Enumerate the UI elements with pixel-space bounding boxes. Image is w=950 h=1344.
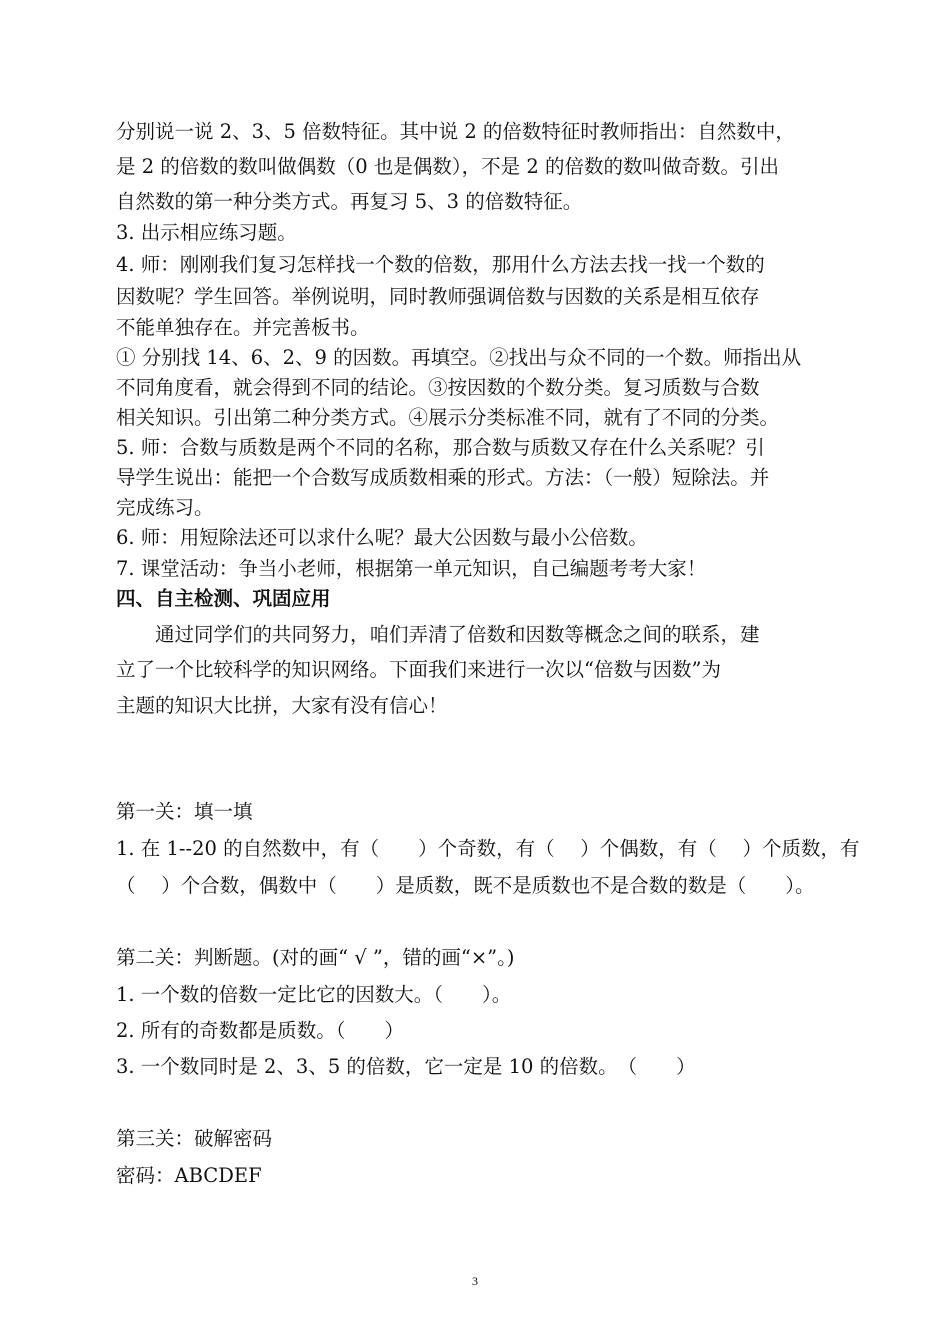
body-line: 5. 师：合数与质数是两个不同的名称，那合数与质数又存在什么关系呢？引 [116, 436, 765, 459]
body-line: 6. 师：用短除法还可以求什么呢？最大公因数与最小公倍数。 [116, 526, 648, 549]
level1-title: 第一关：填一填 [116, 800, 253, 823]
body-line: 不能单独存在。并完善板书。 [116, 316, 370, 339]
body-line: 4. 师：刚刚我们复习怎样找一个数的倍数，那用什么方法去找一找一个数的 [116, 253, 765, 276]
level2-question: 1. 一个数的倍数一定比它的因数大。（ ）。 [116, 983, 512, 1006]
paragraph-line: 通过同学们的共同努力，咱们弄清了倍数和因数等概念之间的联系，建 [116, 623, 760, 646]
level3-title: 第三关：破解密码 [116, 1127, 273, 1150]
body-line: 完成练习。 [116, 496, 214, 519]
paragraph-line: 立了一个比较科学的知识网络。下面我们来进行一次以“倍数与因数”为 [116, 658, 721, 681]
body-line: 相关知识。引出第二种分类方式。④展示分类标准不同，就有了不同的分类。 [116, 406, 780, 429]
body-line: 不同角度看，就会得到不同的结论。③按因数的个数分类。复习质数与合数 [116, 376, 760, 399]
level2-question: 3. 一个数同时是 2、3、5 的倍数，它一定是 10 的倍数。 （ ） [116, 1055, 696, 1078]
level3-password: 密码：ABCDEF [116, 1164, 262, 1187]
body-line: 导学生说出：能把一个合数写成质数相乘的形式。方法：（一般）短除法。并 [116, 466, 770, 489]
body-line: ① 分别找 14、6、2、9 的因数。再填空。②找出与众不同的一个数。师指出从 [116, 346, 802, 369]
body-line: 自然数的第一种分类方式。再复习 5、3 的倍数特征。 [116, 190, 583, 213]
level1-question: 1. 在 1--20 的自然数中，有（ ）个奇数，有（ ）个偶数，有（ ）个质数，有 [116, 837, 860, 860]
body-line: 分别说一说 2、3、5 倍数特征。其中说 2 的倍数特征时教师指出：自然数中， [116, 120, 795, 143]
level1-question: （ ）个合数，偶数中（ ）是质数，既不是质数也不是合数的数是（ ）。 [116, 874, 815, 897]
section-heading: 四、自主检测、巩固应用 [116, 587, 331, 610]
body-line: 是 2 的倍数的数叫做偶数（0 也是偶数），不是 2 的倍数的数叫做奇数。引出 [116, 155, 779, 178]
body-line: 3. 出示相应练习题。 [116, 221, 297, 244]
body-line: 7. 课堂活动：争当小老师，根据第一单元知识，自己编题考考大家！ [116, 557, 707, 580]
level2-title: 第二关：判断题。(对的画“ √ ”，错的画“×”。) [116, 946, 515, 969]
page-number: 3 [472, 1274, 478, 1288]
body-line: 因数呢？学生回答。举例说明，同时教师强调倍数与因数的关系是相互依存 [116, 285, 760, 308]
paragraph-line: 主题的知识大比拼，大家有没有信心！ [116, 694, 448, 717]
level2-question: 2. 所有的奇数都是质数。（ ） [116, 1019, 405, 1042]
